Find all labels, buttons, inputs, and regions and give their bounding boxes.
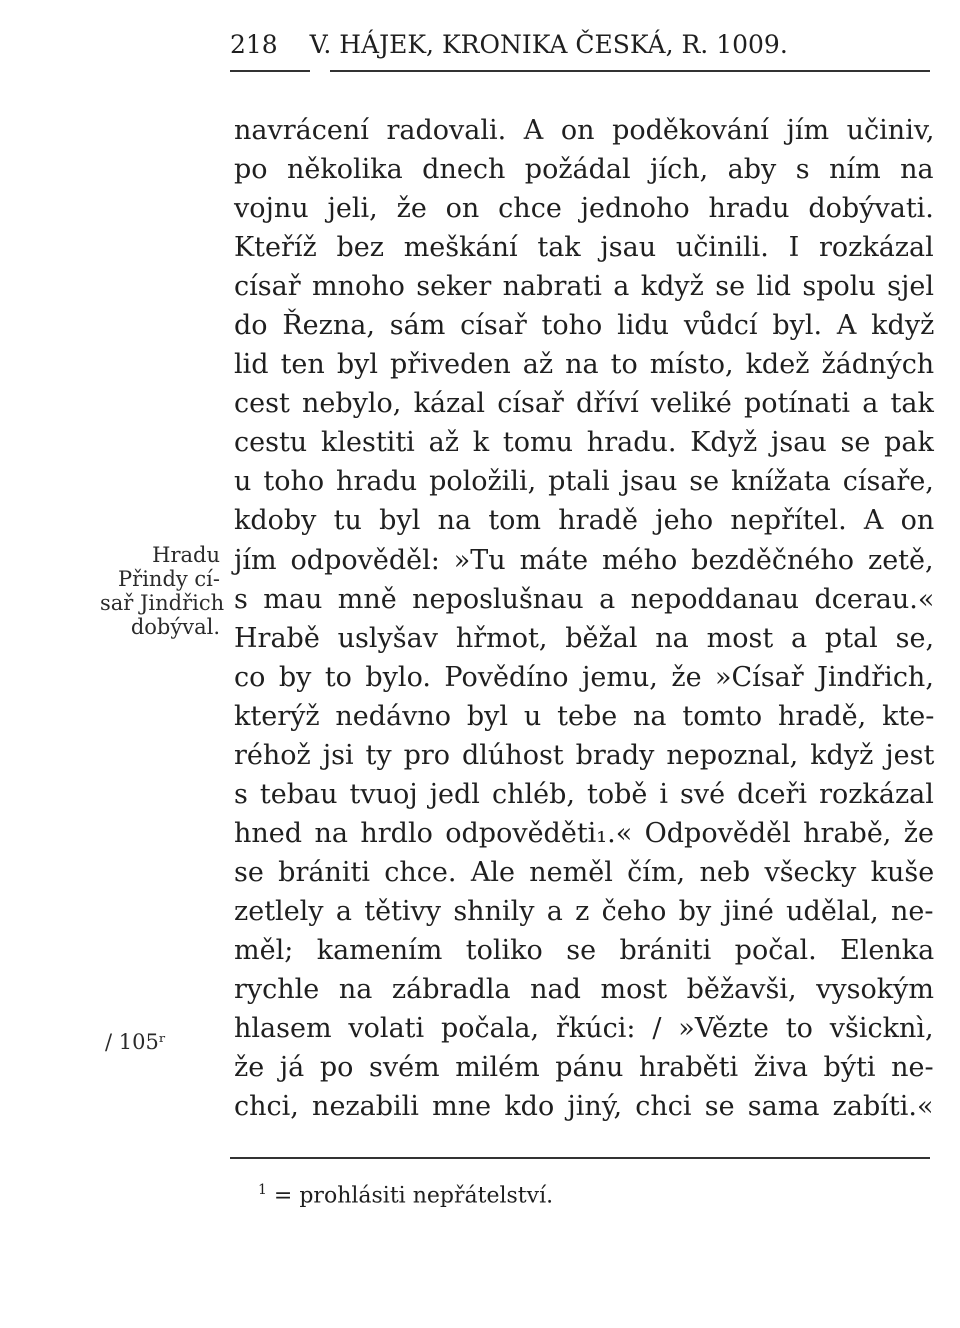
text-line: zetlely a tětivy shnily a z čeho by jiné udělal, ne- [234,895,934,927]
text-line: vojnu jeli, že on chce jednoho hradu dobývati. [234,193,934,225]
text-line: s mau mně neposlušnau a nepoddanau dcerau.« [234,583,935,615]
text-line: se brániti chce. Ale neměl čím, neb všecky kuše [234,856,935,888]
text-line: měl; kamením toliko se brániti počal. Elenka [234,934,935,966]
text-line: kterýž nedávno byl u tebe na tomto hradě, kte- [234,700,935,732]
page-number: 218 [230,30,278,59]
text-line: rychle na zábradla nad most běžavši, vysokým [234,974,934,1006]
text-line: hned na hrdlo odpověděti₁.« Odpověděl hrabě, že [234,817,935,849]
running-header [230,30,788,70]
text-line: Kteříž bez meškání tak jsau učinili. I rozkázal [234,232,934,264]
text-line: chci, nezabili mne kdo jiný, chci se sama zabíti.« [234,1091,934,1123]
text-line: cestu klestiti až k tomu hradu. Když jsau se pak [234,427,934,459]
margin-note-line: dobýval. [130,615,220,639]
footnote-text: = prohlásiti nepřátelství. [273,1183,554,1209]
footnote [258,1182,553,1208]
text-line: s tebau tvuoj jedl chléb, tobě i své dceři rozkázal [234,778,934,810]
header-rule-right [330,70,930,72]
text-line: co by to bylo. Povědíno jemu, že »Císař Jindřich, [234,661,934,693]
text-line: hlasem volati počala, řkúci: / »Vězte to všicknì, [234,1013,934,1045]
margin-note-folio: / 105ʳ [105,1030,167,1054]
text-line: jím odpověděl: »Tu máte mého bezděčného zetě, [234,544,934,576]
text-line: že já po svém milém pánu hraběti živa býti ne- [234,1052,934,1084]
text-line: Hrabě uslyšav hřmot, běžal na most a ptal se, [234,622,935,654]
header-rule-left [230,70,310,72]
text-line: do Řezna, sám císař toho lidu vůdcí byl. A když [234,310,935,342]
margin-note-line: Hradu [152,543,220,567]
text-line: lid ten byl přiveden až na to místo, kdež žádných [234,349,935,381]
text-line: u toho hradu položili, ptali jsau se knížata císaře, [234,466,934,498]
footnote-marker: 1 [258,1182,267,1198]
text-line: po několika dnech požádal jích, aby s ním na [234,154,934,186]
margin-note-line: Přindy cí- [118,567,220,591]
main-text [234,111,934,1126]
text-line: navrácení radovali. A on poděkování jím učiniv, [234,115,935,146]
running-title: V. HÁJEK, KRONIKA ČESKÁ, R. 1009. [309,30,788,59]
margin-note-topic [100,543,225,639]
text-line: cest nebylo, kázal císař dříví veliké potínati a tak [234,388,934,420]
margin-note-line: sař Jindřich [100,591,225,615]
text-line: réhož jsi ty pro dlúhost brady nepoznal, když jest [234,739,935,771]
footnote-rule [230,1157,930,1159]
text-line: kdoby tu byl na tom hradě jeho nepřítel. A on [234,505,935,537]
text-line: císař mnoho seker nabrati a když se lid spolu sjel [234,271,934,303]
